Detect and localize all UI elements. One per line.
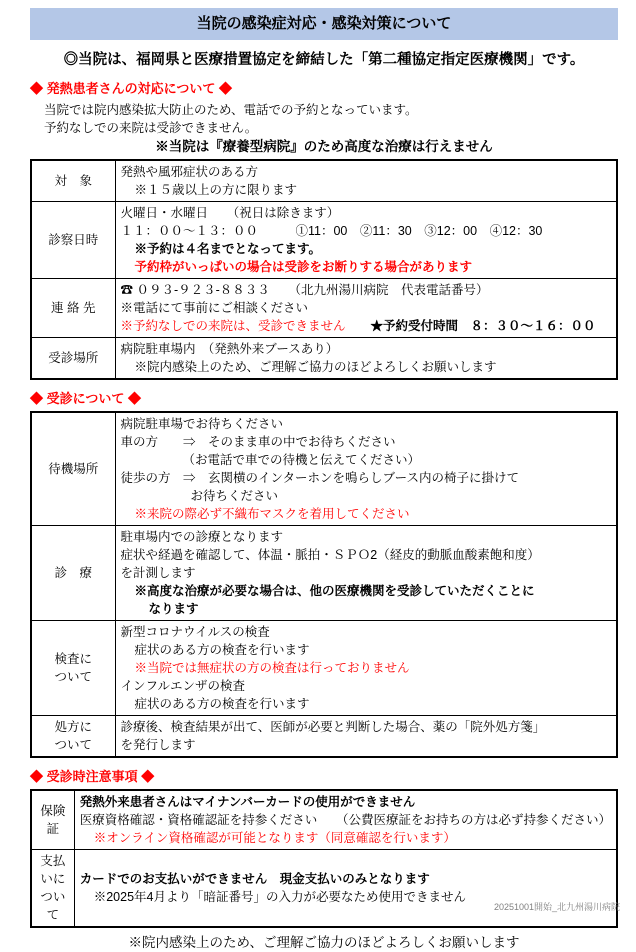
table-line bbox=[121, 546, 612, 564]
row-label-line: 対 象 bbox=[54, 174, 92, 188]
table-line bbox=[80, 870, 611, 888]
text-segment: お待ちください bbox=[190, 489, 279, 503]
text-segment: 発熱や風邪症状のある方 bbox=[120, 165, 259, 179]
text-segment: 新型コロナウイルスの検査 bbox=[120, 625, 270, 639]
footer-note: ※院内感染上のため、ご理解ご協力のほどよろしくお願いします bbox=[128, 935, 520, 950]
row-label bbox=[31, 279, 115, 338]
text-segment: なります bbox=[148, 602, 199, 616]
row-label-line: 支払いに bbox=[40, 854, 66, 886]
table-line bbox=[121, 718, 612, 736]
section-heading-visit: ◆ 受診について ◆ bbox=[30, 391, 141, 406]
page-title: 当院の感染症対応・感染対策について bbox=[30, 8, 618, 40]
text-segment: （お電話で車での待機と伝えてください） bbox=[182, 453, 421, 467]
row-label bbox=[31, 621, 115, 716]
text-segment: ※2025年4月より「暗証番号」の入力が必要なため使用できません bbox=[93, 890, 466, 904]
table-line bbox=[121, 582, 612, 600]
table-line bbox=[121, 222, 612, 240]
table-line bbox=[121, 317, 612, 335]
table-line bbox=[121, 677, 612, 695]
text-segment: 予約枠がいっぱいの場合は受診をお断りする場合があります bbox=[134, 260, 473, 274]
table-row bbox=[31, 716, 617, 758]
text-segment: 医療資格確認・資格確認証を持参ください （公費医療証をお持ちの方は必ず持参ください） bbox=[79, 813, 611, 827]
text-segment: ★予約受付時間 ８：３０～１６：００ bbox=[345, 319, 596, 333]
table-line bbox=[121, 433, 612, 451]
row-label-line: 待機場所 bbox=[48, 462, 99, 476]
table-line bbox=[121, 641, 612, 659]
text-segment: １１：００～１３：００ ①11：00 ②11：30 ③12：00 ④12：30 bbox=[120, 224, 543, 238]
section-heading-fever-response: ◆ 発熱患者さんの対応について ◆ bbox=[30, 81, 232, 96]
table-line bbox=[121, 204, 612, 222]
table-line bbox=[121, 415, 612, 433]
text-segment: 診療後、検査結果が出て、医師が必要と判断した場合、薬の「院外処方箋」 bbox=[120, 720, 546, 734]
text-segment: ※１５歳以上の方に限ります bbox=[134, 183, 298, 197]
row-label bbox=[31, 202, 115, 279]
table-fever-response bbox=[30, 159, 618, 380]
table-visit bbox=[30, 411, 618, 758]
text-segment: ※電話にて事前にご相談ください bbox=[120, 301, 309, 315]
center-note: ※当院は『療養型病院』のため高度な治療は行えません bbox=[155, 139, 493, 154]
table-line bbox=[121, 487, 612, 505]
table-row bbox=[31, 790, 617, 850]
table-line bbox=[121, 181, 612, 199]
table-line bbox=[80, 793, 611, 811]
row-content bbox=[115, 412, 617, 526]
table-line bbox=[121, 240, 612, 258]
intro-line: 予約なしでの来院は受診できません。 bbox=[44, 121, 258, 135]
text-segment: 病院駐車場内 （発熱外来ブースあり） bbox=[120, 342, 339, 356]
text-segment: ※当院では無症状の方の検査は行っておりません bbox=[134, 661, 410, 675]
text-segment: 発熱外来患者さんはマイナンバーカードの使用ができません bbox=[79, 795, 416, 809]
text-segment: 症状のある方の検査を行います bbox=[134, 697, 310, 711]
row-label-line: 診察日時 bbox=[48, 233, 99, 247]
row-label bbox=[31, 716, 115, 758]
row-label-line: ついて bbox=[40, 890, 66, 922]
text-segment: ※院内感染上のため、ご理解ご協力のほどよろしくお願いします bbox=[134, 360, 497, 374]
table-row bbox=[31, 160, 617, 202]
table-row bbox=[31, 202, 617, 279]
page-subtitle: ◎当院は、福岡県と医療措置協定を締結した「第二種協定指定医療機関」です。 bbox=[63, 52, 585, 68]
row-label-line: 保険証 bbox=[40, 804, 66, 836]
table-line bbox=[121, 258, 612, 276]
text-segment: ※高度な治療が必要な場合は、他の医療機関を受診していただくことに bbox=[134, 584, 535, 598]
table-line bbox=[121, 451, 612, 469]
table-line bbox=[121, 340, 612, 358]
row-content bbox=[115, 338, 617, 380]
table-line bbox=[121, 659, 612, 677]
table-row bbox=[31, 526, 617, 621]
row-label-line: 受診場所 bbox=[48, 351, 99, 365]
text-segment: ※予約は４名までとなってます。 bbox=[134, 242, 322, 256]
row-content bbox=[115, 621, 617, 716]
row-label-line: 検査に bbox=[54, 652, 92, 666]
text-segment: 火曜日・水曜日 （祝日は除きます） bbox=[120, 206, 340, 220]
text-segment: を発行します bbox=[120, 738, 196, 752]
row-label bbox=[31, 850, 74, 928]
row-label-line: ついて bbox=[54, 670, 92, 684]
table-line bbox=[121, 469, 612, 487]
table-row bbox=[31, 338, 617, 380]
table-line bbox=[121, 564, 612, 582]
table-line bbox=[121, 623, 612, 641]
row-label bbox=[31, 412, 115, 526]
table-line bbox=[121, 505, 612, 523]
row-label bbox=[31, 526, 115, 621]
table-line bbox=[80, 811, 611, 829]
row-content bbox=[115, 526, 617, 621]
row-content bbox=[115, 202, 617, 279]
row-label bbox=[31, 160, 115, 202]
row-content bbox=[74, 790, 617, 850]
text-segment: 症状のある方の検査を行います bbox=[134, 643, 310, 657]
text-segment: ※来院の際必ず不織布マスクを着用してください bbox=[134, 507, 410, 521]
text-segment: 徒歩の方 ⇒ 玄関横のインターホンを鳴らしブース内の椅子に掛けて bbox=[120, 471, 520, 485]
table-row bbox=[31, 621, 617, 716]
text-segment: 車の方 ⇒ そのまま車の中でお待ちください bbox=[120, 435, 396, 449]
row-label-line: 診 療 bbox=[54, 566, 92, 580]
row-content bbox=[115, 279, 617, 338]
table-line bbox=[121, 736, 612, 754]
text-segment: カードでのお支払いができません 現金支払いのみとなります bbox=[79, 872, 430, 886]
footer-credit: 20251001開始_北九州湯川病院 bbox=[493, 902, 620, 912]
text-segment: ☎ ０９３-９２３-８８３３ （北九州湯川病院 代表電話番号） bbox=[120, 283, 489, 297]
table-line bbox=[121, 163, 612, 181]
row-label bbox=[31, 338, 115, 380]
section-heading-cautions: ◆ 受診時注意事項 ◆ bbox=[30, 769, 155, 784]
table-line bbox=[121, 695, 612, 713]
table-line bbox=[121, 299, 612, 317]
table-line bbox=[80, 829, 611, 847]
intro-line: 当院では院内感染拡大防止のため、電話での予約となっています。 bbox=[44, 103, 418, 117]
row-label-line: ついて bbox=[54, 738, 92, 752]
table-line bbox=[121, 600, 612, 618]
sections-container bbox=[30, 80, 618, 928]
text-segment: ※予約なしでの来院は、受診できません bbox=[120, 319, 346, 333]
row-label bbox=[31, 790, 74, 850]
table-row bbox=[31, 412, 617, 526]
text-segment: ※オンライン資格確認が可能となります（同意確認を行います） bbox=[93, 831, 456, 845]
text-segment: インフルエンザの検査 bbox=[120, 679, 246, 693]
table-row bbox=[31, 850, 617, 928]
row-content bbox=[115, 716, 617, 758]
text-segment: を計測します bbox=[120, 566, 196, 580]
table-line bbox=[121, 528, 612, 546]
text-segment: 駐車場内での診療となります bbox=[120, 530, 284, 544]
table-line bbox=[121, 358, 612, 376]
row-content bbox=[74, 850, 617, 928]
row-label-line: 連 絡 先 bbox=[51, 301, 96, 315]
row-label-line: 処方に bbox=[54, 720, 92, 734]
text-segment: 症状や経過を確認して、体温・脈拍・ＳＰＯ2（経皮的動脈血酸素飽和度） bbox=[120, 548, 540, 562]
table-row bbox=[31, 279, 617, 338]
table-line bbox=[121, 281, 612, 299]
row-content bbox=[115, 160, 617, 202]
text-segment: 病院駐車場でお待ちください bbox=[120, 417, 284, 431]
